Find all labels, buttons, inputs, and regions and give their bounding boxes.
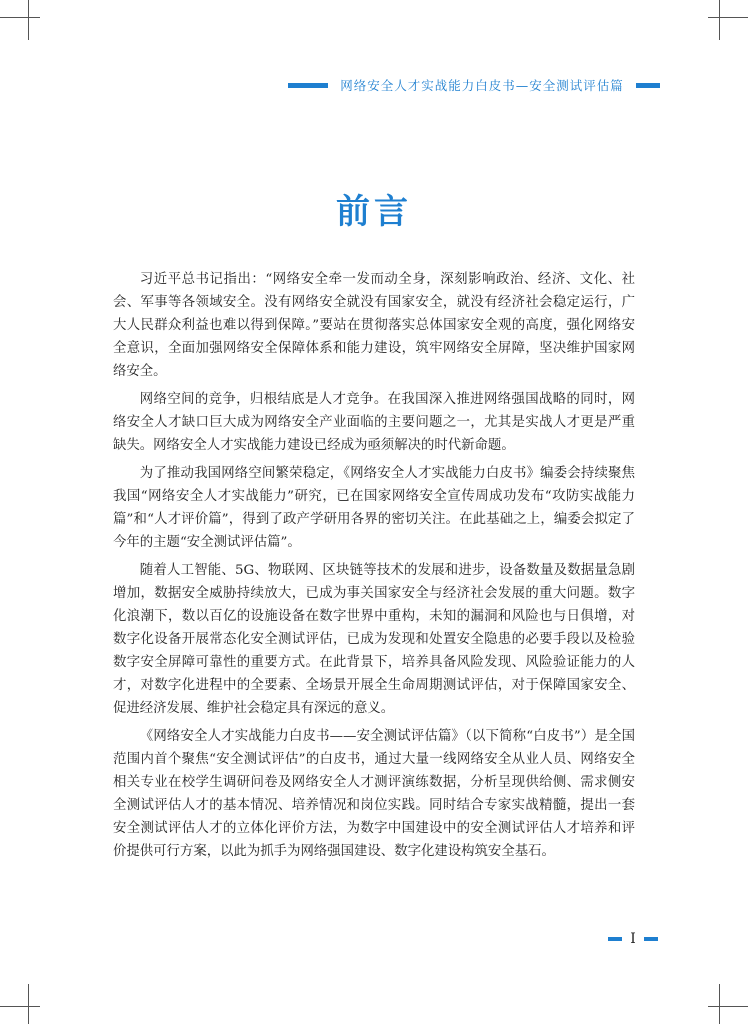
crop-mark-top-left-h (0, 17, 40, 18)
paragraph: 《网络安全人才实战能力白皮书——安全测试评估篇》（以下简称“白皮书”）是全国范围内首个聚焦“安全测试评估”的白皮书，通过大量一线网络安全从业人员、网络安全相关专业在校学生调研问卷及网络安全人才测评演练数据，分析呈现供给侧、需求侧安全测试评估人才的基本情况、培养情况和岗位实践。同时结合专家实战精髓，提出一套安全测试评估人才的立体化评价方法，为数字中国建设中的安全测试评估人才培养和评价提供可行方案，以此为抓手为网络强国建设、数字化建设构筑安全基石。 (113, 729, 635, 859)
crop-mark-top-left-v (28, 0, 29, 40)
body-text (113, 268, 635, 868)
crop-mark-bottom-right-v (719, 984, 720, 1024)
header-bar-right (636, 83, 660, 88)
paragraph: 随着人工智能、5G、物联网、区块链等技术的发展和进步，设备数量及数据量急剧增加，数据安全威胁持续放大，已成为事关国家安全与经济社会发展的重大问题。数字化浪潮下，数以百亿的设施设备在数字世界中重构，未知的漏洞和风险也与日俱增，对数字化设备开展常态化安全测试评估，已成为发现和处置安全隐患的必要手段以及检验数字安全屏障可靠性的重要方式。在此背景下，培养具备风险发现、风险验证能力的人才，对数字化进程中的全要素、全场景开展全生命周期测试评估，对于保障国家安全、促进经济发展、维护社会稳定具有深远的意义。 (113, 563, 635, 716)
crop-mark-top-right-h (708, 17, 748, 18)
page-number: I (630, 931, 636, 947)
footer-bar-right (644, 937, 658, 941)
header-bar-left (288, 83, 328, 88)
crop-mark-top-right-v (719, 0, 720, 40)
crop-mark-bottom-left-v (28, 984, 29, 1024)
paragraph: 习近平总书记指出：“网络安全牵一发而动全身，深刻影响政治、经济、文化、社会、军事等各领域安全。没有网络安全就没有国家安全，就没有经济社会稳定运行，广大人民群众利益也难以得到保障。”要站在贯彻落实总体国家安全观的高度，强化网络安全意识，全面加强网络安全保障体系和能力建设，筑牢网络安全屏障，坚决维护国家网络安全。 (113, 272, 635, 379)
crop-mark-bottom-right-h (708, 1006, 748, 1007)
running-header-title: 网络安全人才实战能力白皮书—安全测试评估篇 (340, 78, 624, 93)
crop-mark-bottom-left-h (0, 1006, 40, 1007)
footer-bar-left (608, 937, 622, 941)
running-header (288, 74, 660, 96)
page-title: 前言 (336, 192, 412, 232)
paragraph: 网络空间的竞争，归根结底是人才竞争。在我国深入推进网络强国战略的同时，网络安全人才缺口巨大成为网络安全产业面临的主要问题之一，尤其是实战人才更是严重缺失。网络安全人才实战能力建设已经成为亟须解决的时代新命题。 (113, 392, 635, 453)
paragraph: 为了推动我国网络空间繁荣稳定，《网络安全人才实战能力白皮书》编委会持续聚焦我国“网络安全人才实战能力”研究，已在国家网络安全宣传周成功发布“攻防实战能力篇”和“人才评价篇”，得到了政产学研用各界的密切关注。在此基础之上，编委会拟定了今年的主题“安全测试评估篇”。 (113, 466, 635, 550)
page-footer (608, 930, 658, 948)
